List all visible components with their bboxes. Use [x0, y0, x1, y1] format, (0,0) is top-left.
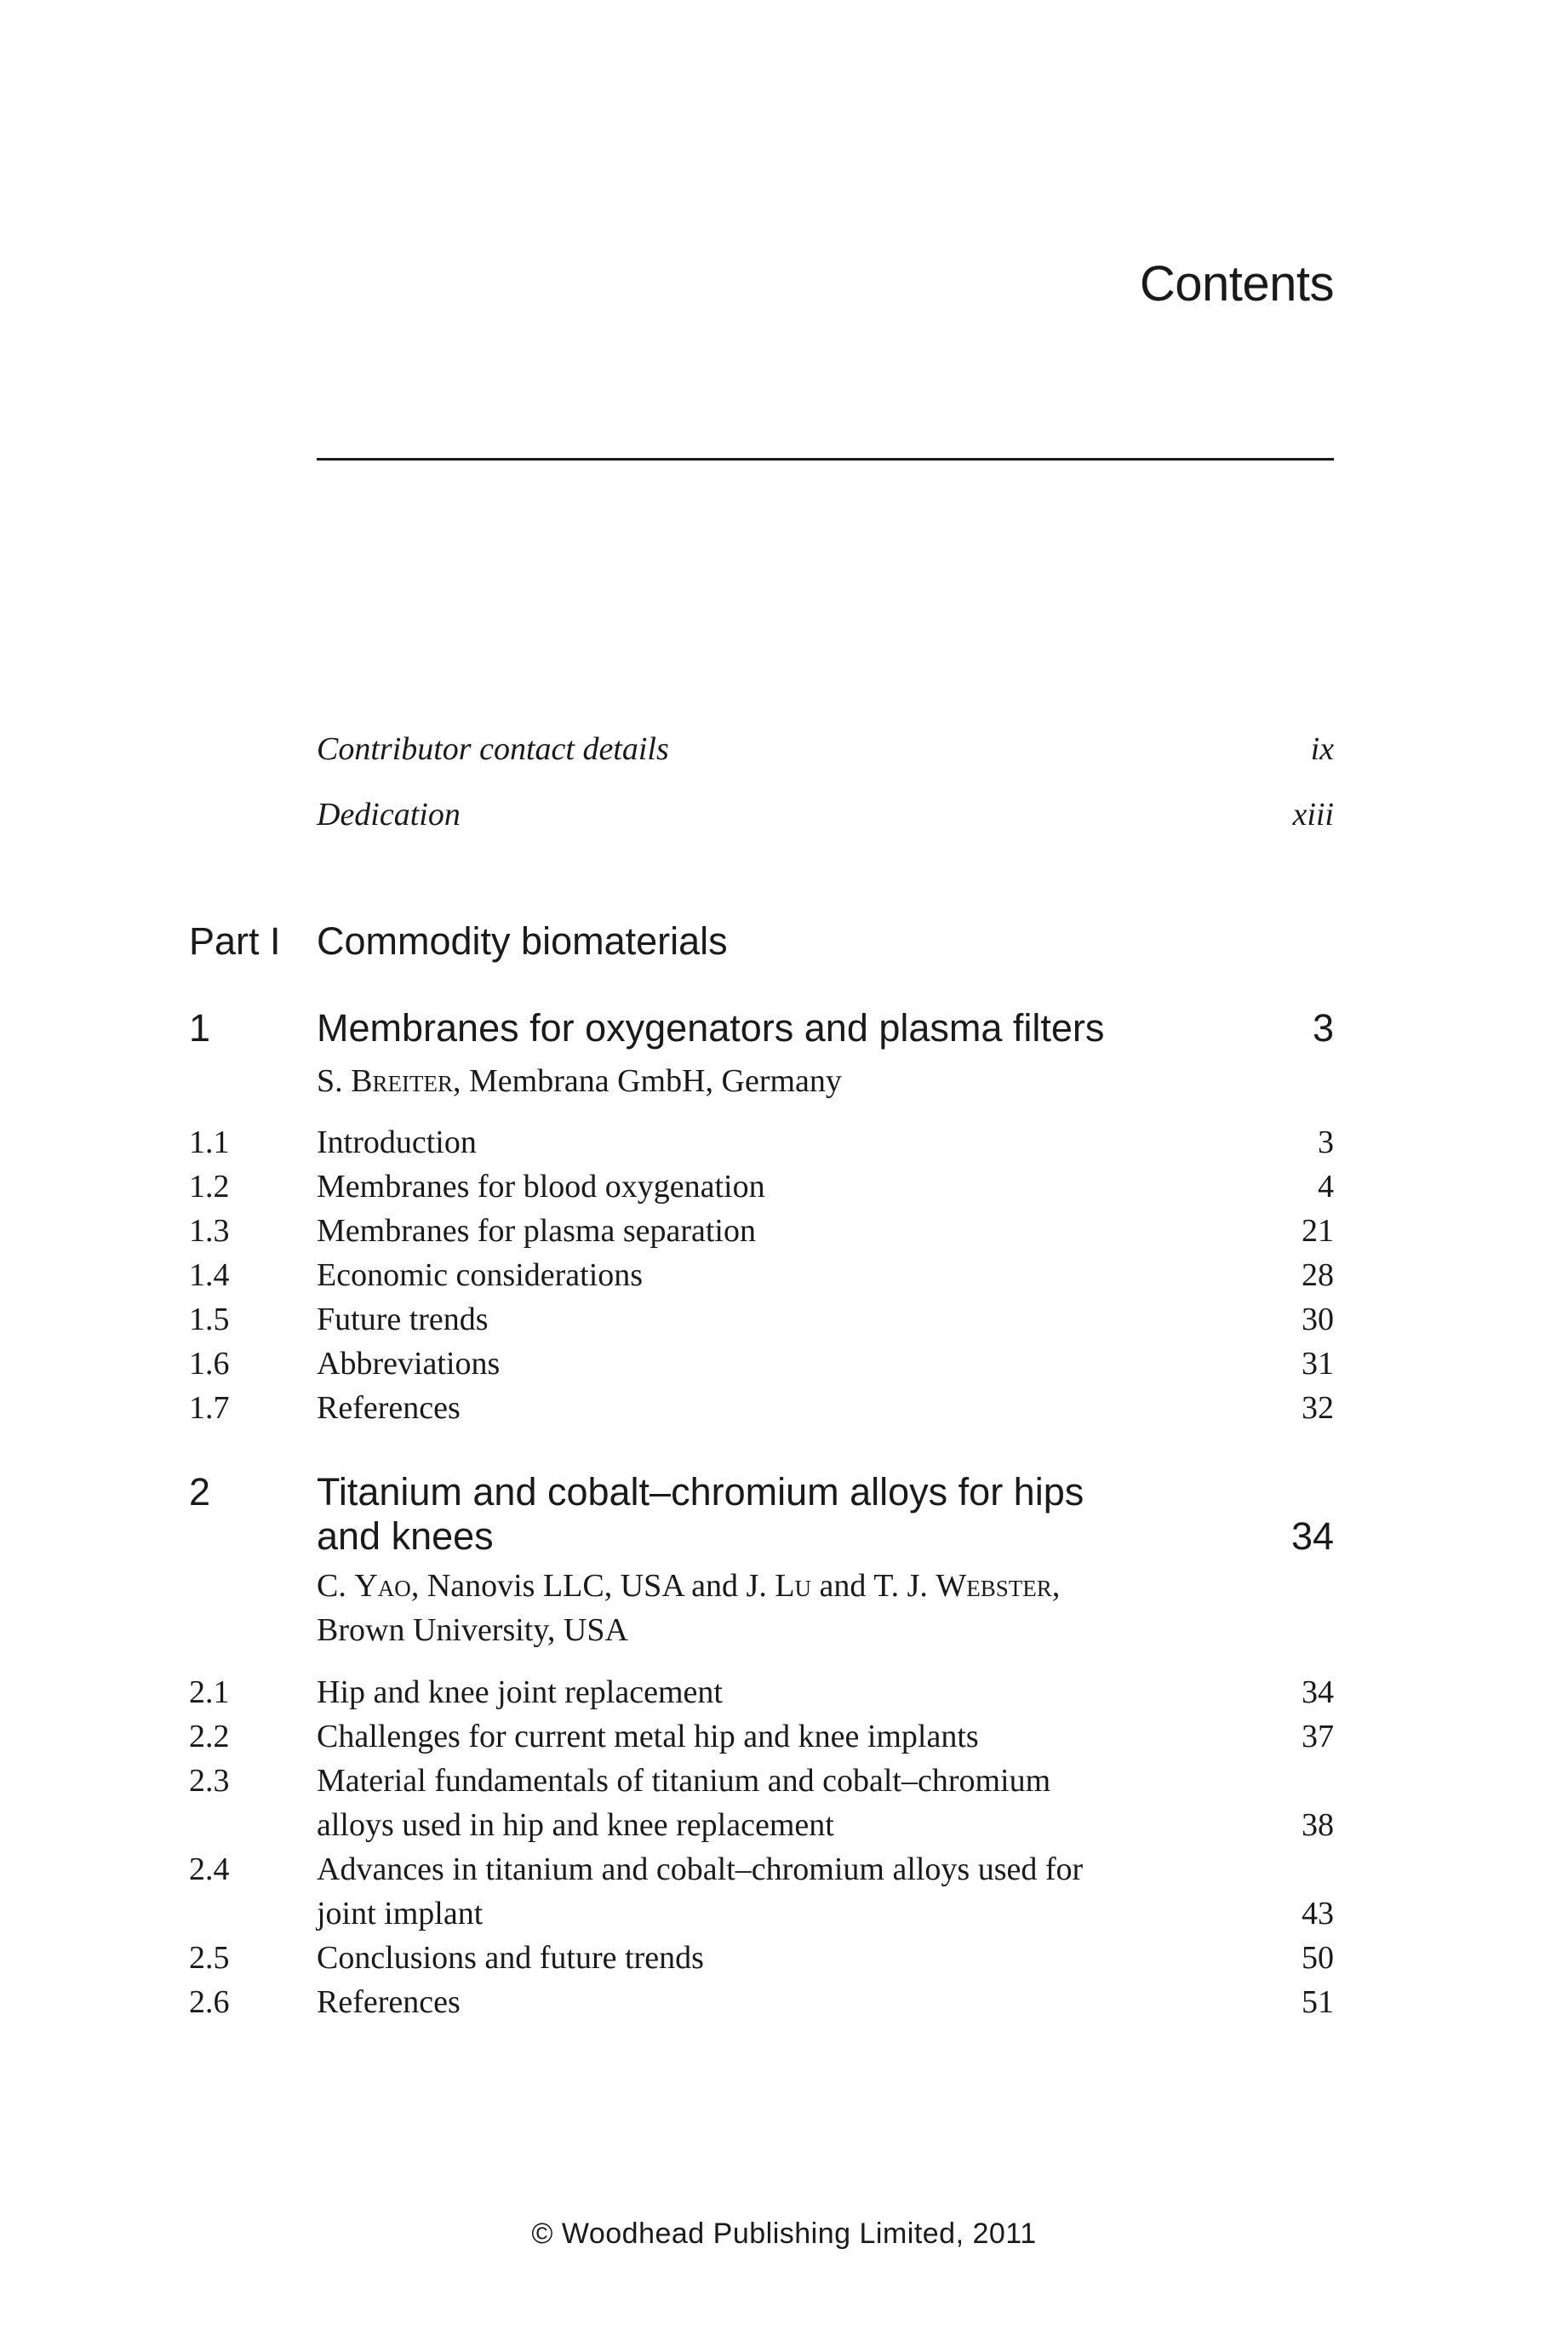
author-affiliation: Brown University, USA — [317, 1612, 628, 1648]
chapter-authors-1: S. Breiter, Membrana GmbH, Germany — [317, 1063, 842, 1099]
toc-section-row[interactable] — [189, 1120, 1334, 1165]
chapter-title: Membranes for oxygenators and plasma filters — [317, 1006, 1105, 1050]
toc-entry-dedication[interactable] — [317, 796, 1334, 838]
section-number: 1.6 — [189, 1346, 230, 1382]
chapter-page: 34 — [1290, 1514, 1334, 1558]
section-page: 4 — [1318, 1169, 1334, 1205]
toc-entry-title: Contributor contact details — [317, 731, 669, 767]
author-surname: Yao — [354, 1568, 411, 1604]
toc-section-row[interactable] — [189, 1297, 1334, 1342]
toc-section-row[interactable] — [189, 1847, 1334, 1936]
title-divider — [317, 458, 1334, 461]
toc-section-row[interactable] — [189, 1936, 1334, 1980]
chapter-title: Titanium and cobalt–chromium alloys for hips and knees — [317, 1470, 1084, 1558]
section-page: 31 — [1302, 1346, 1334, 1382]
section-page: 3 — [1318, 1124, 1334, 1160]
section-page: 30 — [1302, 1302, 1334, 1337]
section-number: 1.1 — [189, 1124, 230, 1160]
author-surname: Breiter — [351, 1063, 453, 1099]
section-page: 32 — [1302, 1390, 1334, 1426]
section-number: 2.5 — [189, 1940, 230, 1976]
section-page: 28 — [1302, 1257, 1334, 1293]
toc-entry-page: xiii — [1292, 797, 1334, 833]
section-title: Future trends — [317, 1302, 489, 1337]
section-title: Introduction — [317, 1124, 477, 1160]
section-title: Membranes for blood oxygenation — [317, 1169, 765, 1205]
toc-section-row[interactable] — [189, 1714, 1334, 1759]
section-page: 38 — [1302, 1807, 1334, 1843]
section-title: Economic considerations — [317, 1257, 644, 1293]
toc-entry-page: ix — [1310, 731, 1334, 767]
section-title: Conclusions and future trends — [317, 1940, 704, 1976]
section-number: 2.1 — [189, 1674, 230, 1710]
section-number: 2.4 — [189, 1851, 230, 1887]
author-surname: Webster — [936, 1568, 1052, 1604]
toc-section-row[interactable] — [189, 1980, 1334, 2024]
toc-section-row[interactable] — [189, 1386, 1334, 1430]
author-surname: Lu — [775, 1568, 812, 1604]
section-list-2 — [189, 1670, 1334, 2024]
part-heading — [189, 919, 1334, 970]
section-title: Advances in titanium and cobalt–chromium alloys used for joint implant — [317, 1851, 1084, 1931]
section-title: References — [317, 1984, 461, 2020]
chapter-number: 2 — [189, 1470, 211, 1514]
section-number: 2.6 — [189, 1984, 230, 2020]
chapter-heading-1[interactable] — [189, 1006, 1334, 1057]
toc-section-row[interactable] — [189, 1165, 1334, 1209]
chapter-authors-2: C. Yao, Nanovis LLC, USA and J. Lu and T. J. Webster, Brown University, USA — [317, 1568, 1061, 1648]
part-label: Part I — [189, 919, 281, 963]
section-page: 37 — [1302, 1719, 1334, 1754]
section-number: 1.3 — [189, 1213, 230, 1249]
toc-section-row[interactable] — [189, 1670, 1334, 1714]
toc-section-row[interactable] — [189, 1209, 1334, 1253]
section-number: 1.4 — [189, 1257, 230, 1293]
section-list-1 — [189, 1120, 1334, 1430]
section-number: 2.3 — [189, 1763, 230, 1799]
section-number: 1.2 — [189, 1169, 230, 1205]
section-title: Hip and knee joint replacement — [317, 1674, 723, 1710]
section-title: Abbreviations — [317, 1346, 501, 1382]
section-number: 1.5 — [189, 1302, 230, 1337]
toc-section-row[interactable] — [189, 1253, 1334, 1297]
section-title: References — [317, 1390, 461, 1426]
toc-section-row[interactable] — [189, 1759, 1334, 1847]
section-page: 43 — [1302, 1896, 1334, 1931]
toc-entry-title: Dedication — [317, 797, 461, 833]
chapter-number: 1 — [189, 1006, 211, 1050]
section-page: 51 — [1302, 1984, 1334, 2020]
section-page: 50 — [1302, 1940, 1334, 1976]
toc-section-row[interactable] — [189, 1342, 1334, 1386]
chapter-page: 3 — [1312, 1006, 1334, 1050]
section-title: Challenges for current metal hip and knee implants — [317, 1719, 979, 1754]
section-number: 2.2 — [189, 1719, 230, 1754]
section-page: 34 — [1302, 1674, 1334, 1710]
section-title: Material fundamentals of titanium and cobalt–chromium alloys used in hip and knee replacement — [317, 1763, 1051, 1843]
section-page: 21 — [1302, 1213, 1334, 1249]
part-title: Commodity biomaterials — [317, 919, 728, 963]
copyright-footer: © Woodhead Publishing Limited, 2011 — [531, 2218, 1037, 2250]
section-number: 1.7 — [189, 1390, 230, 1426]
section-title: Membranes for plasma separation — [317, 1213, 756, 1249]
chapter-heading-2[interactable] — [189, 1470, 1334, 1562]
page-title: Contents — [1139, 256, 1334, 312]
toc-entry-contributors[interactable] — [317, 730, 1334, 773]
